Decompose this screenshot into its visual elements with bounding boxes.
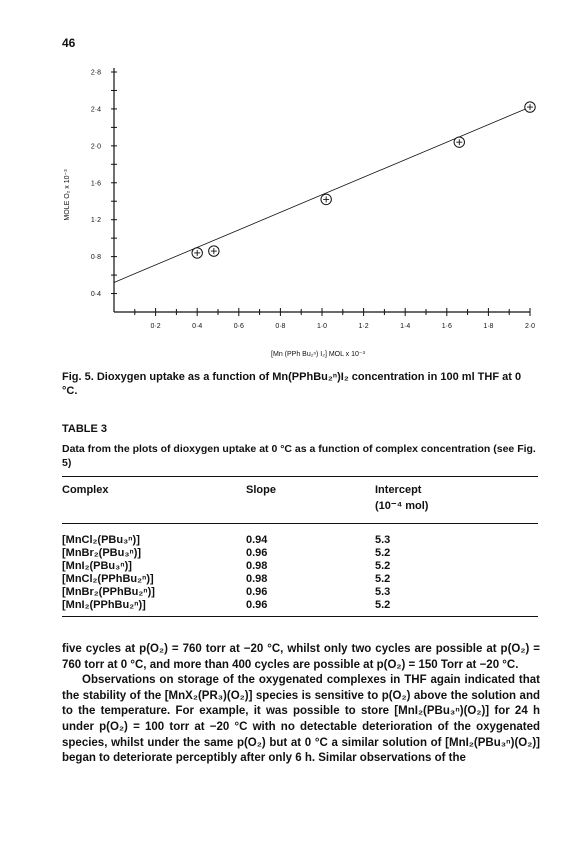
table-cell-intercept: 5.2 xyxy=(375,560,391,572)
x-tick-label: 1·2 xyxy=(358,323,369,330)
table-cell-intercept: 5.2 xyxy=(375,547,391,559)
table-label: TABLE 3 xyxy=(62,423,108,435)
table-cell-complex: [MnCl₂(PPhBu₂ⁿ)] xyxy=(62,573,154,585)
table-cell-slope: 0.94 xyxy=(246,534,268,546)
y-tick-label: 1·6 xyxy=(90,180,101,188)
table-cell-complex: [MnCl₂(PBu₃ⁿ)] xyxy=(62,534,140,546)
header-complex: Complex xyxy=(62,484,109,496)
table-bottom-rule xyxy=(62,616,538,617)
table-cell-complex: [MnI₂(PBu₃ⁿ)] xyxy=(62,560,132,572)
table-caption: Data from the plots of dioxygen uptake at 0 °C as a function of complex concentration (see Fig. 5) xyxy=(62,443,536,469)
y-tick-label: 0·4 xyxy=(90,291,101,299)
table-cell-slope: 0.96 xyxy=(246,547,268,559)
header-intercept: Intercept xyxy=(375,484,422,496)
page-number: 46 xyxy=(62,36,76,50)
x-tick-label: 1·6 xyxy=(441,323,452,330)
table-header-rule xyxy=(62,523,538,524)
table-cell-intercept: 5.2 xyxy=(375,599,391,611)
table-cell-complex: [MnBr₂(PBu₃ⁿ)] xyxy=(62,547,142,559)
chart-axes xyxy=(91,68,535,330)
data-point xyxy=(454,137,464,147)
x-tick-label: 1·4 xyxy=(400,323,411,330)
dioxygen-uptake-chart xyxy=(0,0,576,370)
y-axis-label: MOLE O₂ x 10⁻³ xyxy=(64,169,71,221)
y-tick-label: 2·8 xyxy=(90,69,101,77)
table-cell-slope: 0.96 xyxy=(246,599,268,611)
table-cell-slope: 0.98 xyxy=(246,573,268,585)
table-cell-intercept: 5.3 xyxy=(375,534,391,546)
data-point xyxy=(209,246,219,256)
header-slope: Slope xyxy=(246,484,276,496)
table-cell-slope: 0.98 xyxy=(246,560,268,572)
data-point xyxy=(321,194,331,204)
table-cell-complex: [MnI₂(PPhBu₂ⁿ)] xyxy=(62,599,146,611)
y-tick-label: 2·0 xyxy=(90,143,101,151)
x-tick-label: 1·8 xyxy=(483,323,494,330)
y-tick-label: 1·2 xyxy=(90,217,101,225)
chart-marks xyxy=(114,102,535,283)
data-point xyxy=(192,248,202,258)
x-tick-label: 0·2 xyxy=(150,323,161,330)
data-point xyxy=(525,102,535,112)
x-tick-label: 0·4 xyxy=(192,323,203,330)
x-tick-label: 1·0 xyxy=(316,323,328,330)
table-cell-slope: 0.96 xyxy=(246,586,268,598)
x-tick-label: 0·8 xyxy=(275,323,286,330)
table-cell-intercept: 5.2 xyxy=(375,573,391,585)
x-tick-label: 2·0 xyxy=(524,323,536,330)
paragraph: Observations on storage of the oxygenated complexes in THF again indicated that the stability of the [MnX₂(PR₃)(O₂)] species is sensitive to p(O₂) above the solution and to the temperature. For example, it was possible to store [MnI₂(PBu₃ⁿ)(O₂)] for 24 h under p(O₂) = 100 torr at −20 °C with no detectable deterioration of the oxygenated species, whilst under the same p(O₂) but at 0 °C a similar solution of [MnI₂(PBu₃ⁿ)(O₂)] began to deteriorate perceptibly after only 6 h. Similar observations of the xyxy=(62,674,540,765)
header-intercept-units: (10⁻⁴ mol) xyxy=(375,500,429,512)
figure-caption: Fig. 5. Dioxygen uptake as a function of Mn(PPhBu₂ⁿ)I₂ concentration in 100 ml THF at 0 °C. xyxy=(62,371,522,397)
table-cell-complex: [MnBr₂(PPhBu₂ⁿ)] xyxy=(62,586,155,598)
y-tick-label: 2·4 xyxy=(90,106,101,114)
x-tick-label: 0·6 xyxy=(233,323,244,330)
table-top-rule xyxy=(62,476,538,477)
y-tick-label: 0·8 xyxy=(90,254,101,262)
fit-line xyxy=(114,107,530,282)
x-axis-label: [Mn (PPh Bu₂ⁿ) I₂] MOL x 10⁻³ xyxy=(271,351,365,358)
paragraph: five cycles at p(O₂) = 760 torr at −20 °C, whilst only two cycles are possible at p(O₂) = 760 torr at 0 °C, and more than 400 cycles are possible at p(O₂) = 150 Torr at −20 °C. xyxy=(62,643,540,671)
table-cell-intercept: 5.3 xyxy=(375,586,391,598)
body-text xyxy=(62,642,540,767)
